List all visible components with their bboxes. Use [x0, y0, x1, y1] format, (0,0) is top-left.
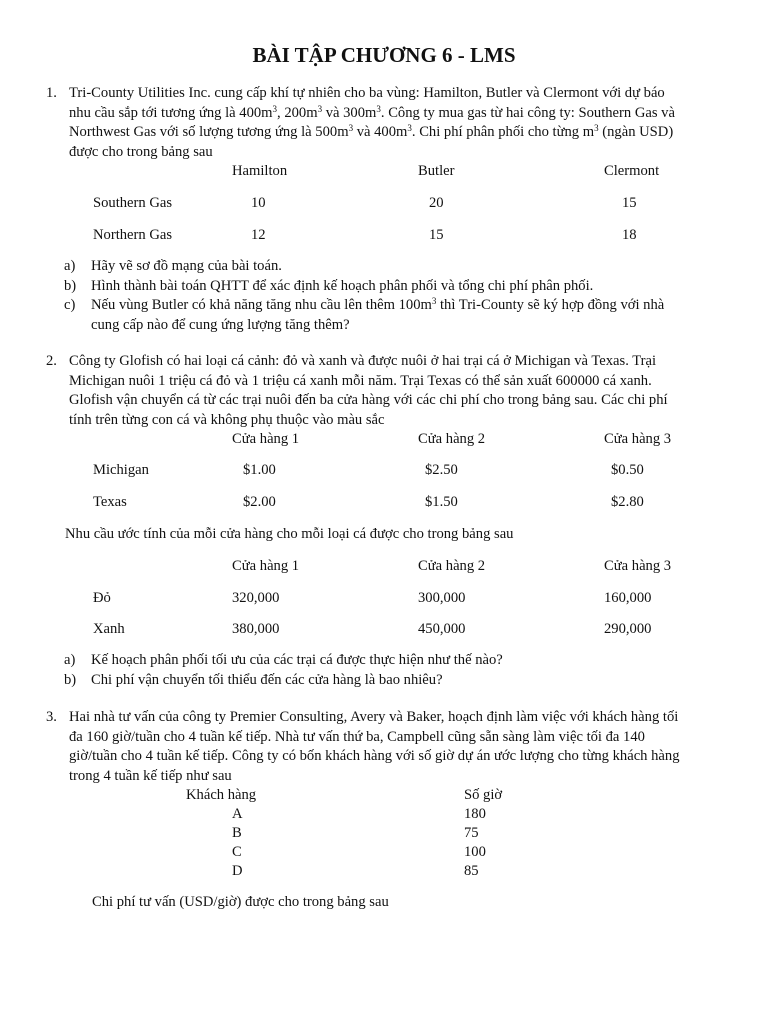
table-cell: 15 — [622, 195, 637, 211]
table-cell: 160,000 — [604, 590, 652, 606]
table-cell: 100 — [464, 844, 486, 860]
table-cell: 15 — [429, 227, 444, 243]
table-row-label: Michigan — [93, 462, 149, 478]
table-row-label: A — [232, 806, 243, 822]
problem-1 — [46, 84, 726, 162]
table-cell: 10 — [251, 195, 266, 211]
table-row-label: Đỏ — [93, 590, 111, 606]
problem-3-cost-note: Chi phí tư vấn (USD/giờ) được cho trong bảng sau — [92, 894, 389, 910]
table-header: Clermont — [604, 163, 660, 179]
list-item: a) Kế hoạch phân phối tối ưu của các trại cá được thực hiện như thế nào? — [64, 652, 503, 668]
problem-3 — [46, 708, 726, 786]
table-cell: $2.50 — [425, 462, 458, 478]
list-item: a) Hãy vẽ sơ đồ mạng của bài toán. — [64, 258, 282, 274]
problem-2-line-1: Công ty Glofish có hai loại cá cảnh: đỏ và xanh và được nuôi ở hai trại cá ở Michigan và Texas. Trại — [69, 353, 657, 369]
problem-3-number: 3. — [46, 709, 57, 725]
table-row-label: D — [232, 863, 243, 879]
document-title: BÀI TẬP CHƯƠNG 6 - LMS — [252, 43, 516, 67]
problem-1-line-3: Northwest Gas với số lượng tương ứng là $500m^3$ và $400m^3$. Chi phí phân phối cho từng $m^3$ (ngàn USD) — [69, 123, 674, 140]
table-header: Số giờ — [464, 787, 503, 803]
problem-3-line-1: Hai nhà tư vấn của công ty Premier Consulting, Avery và Baker, hoạch định làm việc với khách hàng tối — [69, 709, 679, 725]
table-row-label: Texas — [93, 494, 127, 510]
table-cell: $1.00 — [243, 462, 276, 478]
table-cell: 12 — [251, 227, 266, 243]
table-header: Khách hàng — [186, 787, 257, 803]
table-cell: $1.50 — [425, 494, 458, 510]
list-item: c) Nếu vùng Butler có khả năng tăng nhu cầu lên thêm $100m^3$ thì Tri-County sẽ ký hợp đồng với nhà cung cấp nào để cung ứng lượng tăng thêm? — [64, 296, 665, 333]
problem-1-number: 1. — [46, 85, 57, 101]
table-cell: $2.00 — [243, 494, 276, 510]
problem-1-line-4: được cho trong bảng sau — [69, 143, 213, 160]
problem-2-line-2: Michigan nuôi 1 triệu cá đỏ và 1 triệu cá xanh mỗi năm. Trại Texas có thể sản xuất 600000 cá xanh. — [69, 372, 652, 389]
table-header: Cửa hàng 3 — [604, 558, 672, 574]
problem-2-line-4: tính trên từng con cá và không phụ thuộc vào màu sắc — [69, 411, 385, 428]
list-item: b) Hình thành bài toán QHTT để xác định kế hoạch phân phối và tổng chi phí phân phối. — [64, 277, 594, 294]
table-cell: $2.80 — [611, 494, 644, 510]
problem-1-questions — [64, 257, 734, 335]
table-header: Cửa hàng 2 — [418, 558, 486, 574]
table-header: Cửa hàng 3 — [604, 431, 672, 447]
table-cell: 290,000 — [604, 621, 652, 637]
table-row-label: C — [232, 844, 242, 860]
problem-3-text — [69, 708, 726, 786]
list-item: b) Chi phí vận chuyển tối thiểu đến các cửa hàng là bao nhiêu? — [64, 671, 443, 688]
problem-2-text — [69, 352, 726, 430]
problem-3-line-3: giờ/tuần cho 4 tuần kế tiếp. Công ty có bốn khách hàng với số giờ dự án ước lượng cho từng khách hàng — [69, 748, 680, 764]
table-cell: 300,000 — [418, 590, 466, 606]
problem-1-line-2: nhu cầu sắp tới tương ứng là $400m^3$, $200m^3$ và $300m^3$. Công ty mua gas từ hai công ty: Southern Gas và — [69, 103, 675, 121]
problem-1-text — [69, 84, 726, 162]
table-header: Hamilton — [232, 163, 288, 179]
table-header: Cửa hàng 2 — [418, 431, 486, 447]
table-cell: 75 — [464, 825, 479, 841]
table-row-label: Xanh — [93, 621, 125, 637]
problem-2 — [46, 352, 726, 430]
table-cell: 18 — [622, 227, 637, 243]
table-cell: $0.50 — [611, 462, 644, 478]
table-cell: 380,000 — [232, 621, 280, 637]
problem-2-number: 2. — [46, 353, 57, 369]
problem-3-line-4: trong 4 tuần kế tiếp như sau — [69, 767, 232, 784]
table-cell: 450,000 — [418, 621, 466, 637]
table-header: Cửa hàng 1 — [232, 558, 300, 574]
problem-2-questions — [64, 651, 734, 690]
table-header: Cửa hàng 1 — [232, 431, 300, 447]
table-row-label: B — [232, 825, 242, 841]
problem-1-line-1: Tri-County Utilities Inc. cung cấp khí tự nhiên cho ba vùng: Hamilton, Butler và Clermont với dự báo — [69, 85, 665, 101]
table-row-label: Northern Gas — [93, 227, 173, 243]
problem-2-line-3: Glofish vận chuyển cá từ các trại nuôi đến ba cửa hàng với các chi phí cho trong bảng sau. Các chi phí — [69, 392, 668, 408]
table-cell: 85 — [464, 863, 479, 879]
problem-2-demand-intro: Nhu cầu ước tính của mỗi cửa hàng cho mỗi loại cá được cho trong bảng sau — [65, 526, 514, 542]
table-cell: 20 — [429, 195, 444, 211]
table-cell: 180 — [464, 806, 486, 822]
problem-3-line-2: đa 160 giờ/tuần cho 4 tuần kế tiếp. Nhà tư vấn thứ ba, Campbell cũng sẵn sàng làm việc tối đa 140 — [69, 728, 645, 745]
table-cell: 320,000 — [232, 590, 280, 606]
table-header: Butler — [418, 163, 455, 179]
table-row-label: Southern Gas — [93, 195, 173, 211]
